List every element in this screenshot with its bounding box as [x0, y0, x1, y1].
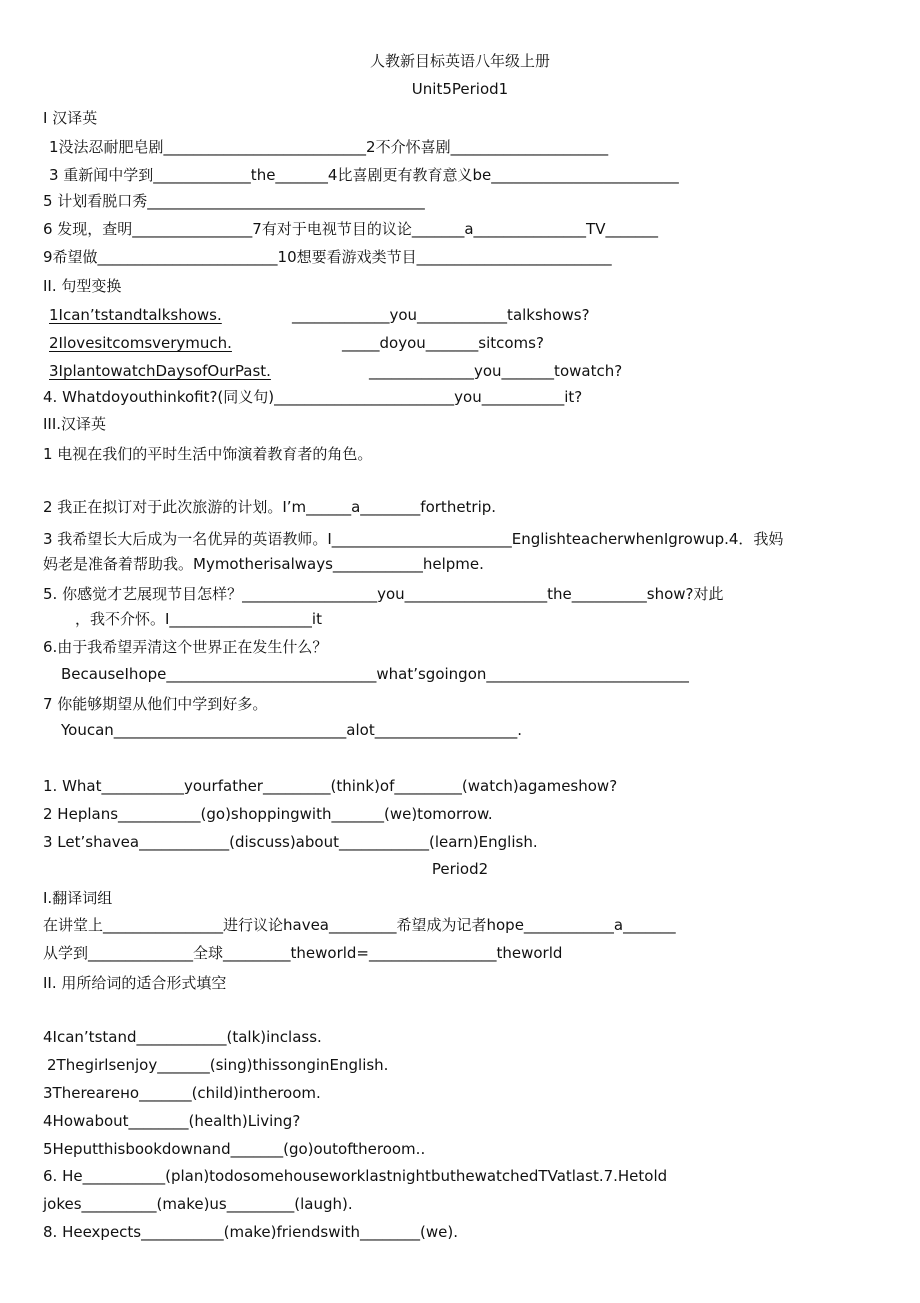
source-sentence: 3IplantowatchDaysofOurPast. [49, 362, 271, 380]
exercise-line: ，我不介怀。I___________________it [75, 610, 322, 628]
exercise-line: 2 我正在拟订对于此次旅游的计划。I’m______a________forthetrip. [43, 498, 497, 516]
period-title: Period2 [431, 860, 489, 878]
exercise-line: 在讲堂上________________进行议论havea_________希望成为记者hope____________a_______ [43, 916, 676, 934]
exercise-line: 5 计划看脱口秀_____________________________________ [43, 192, 425, 210]
page-subtitle: Unit5Period1 [411, 80, 509, 98]
section-heading: II. 用所给词的适合形式填空 [43, 974, 227, 992]
exercise-line: 8. Heexpects___________(make)friendswith________(we). [43, 1223, 458, 1241]
section-heading: I 汉译英 [43, 109, 98, 127]
exercise-line: 妈老是准备着帮助我。Mymotherisalways____________helpme. [43, 555, 484, 573]
exercise-line: 4. Whatdoyouthinkofit?(同义句)________________________you___________it? [43, 388, 583, 406]
exercise-line: 7 你能够期望从他们中学到好多。 [43, 695, 268, 713]
exercise-line: 4Howabout________(health)Living? [43, 1112, 301, 1130]
section-heading: III.汉译英 [43, 415, 107, 433]
exercise-line: ______________you_______towatch? [369, 362, 623, 380]
page-title: 人教新目标英语八年级上册 [369, 52, 550, 70]
exercise-line: 2 Heplans___________(go)shoppingwith_______(we)tomorrow. [43, 805, 493, 823]
exercise-line: 6 发现，查明________________7有对于电视节目的议论_______a_______________TV_______ [43, 220, 658, 238]
exercise-line: 5Heputthisbookdownand_______(go)outoftheroom.. [43, 1140, 426, 1158]
exercise-line: 3 我希望长大后成为一名优异的英语教师。I________________________EnglishteacherwhenIgrowup.4．我妈 [43, 530, 784, 548]
exercise-line: 6. He___________(plan)todosomehouseworklastnightbuthewatchedTVatlast.7.Hetold [43, 1167, 668, 1185]
exercise-line: 6.由于我希望弄清这个世界正在发生什么？ [43, 638, 328, 656]
exercise-line: 2Thegirlsenjoy_______(sing)thissonginEnglish. [47, 1056, 389, 1074]
exercise-line: 1 电视在我们的平时生活中饰演着教育者的角色。 [43, 445, 373, 463]
exercise-line: 5. 你感觉才艺展现节目怎样？__________________you___________________the__________show?对此 [43, 585, 724, 603]
exercise-line: 4Ican’tstand____________(talk)inclass. [43, 1028, 322, 1046]
exercise-line: _____doyou_______sitcoms? [342, 334, 544, 352]
exercise-line: BecauseIhope____________________________what’sgoingon___________________________ [61, 665, 689, 683]
exercise-line: 从学到______________全球_________theworld=_________________theworld [43, 944, 563, 962]
exercise-line: Youcan_______________________________alot___________________. [61, 721, 522, 739]
exercise-line: 3 Let’shavea____________(discuss)about____________(learn)English. [43, 833, 538, 851]
exercise-line: 1没法忍耐肥皂剧___________________________2不介怀喜剧_____________________ [49, 138, 609, 156]
exercise-line: jokes__________(make)us_________(laugh). [43, 1195, 353, 1213]
exercise-line: _____________you____________talkshows? [292, 306, 590, 324]
exercise-line: 1. What___________yourfather_________(think)of_________(watch)agameshow? [43, 777, 618, 795]
section-heading: II. 句型变换 [43, 277, 122, 295]
exercise-line: 9希望做________________________10想要看游戏类节目__________________________ [43, 248, 612, 266]
exercise-line: 3 重新闻中学到_____________the_______4比喜剧更有教育意义be_________________________ [49, 166, 679, 184]
section-heading: I.翻译词组 [43, 889, 113, 907]
source-sentence: 1Ican’tstandtalkshows. [49, 306, 222, 324]
source-sentence: 2Ilovesitcomsverymuch. [49, 334, 232, 352]
exercise-line: 3Therearено_______(child)intheroom. [43, 1084, 321, 1102]
